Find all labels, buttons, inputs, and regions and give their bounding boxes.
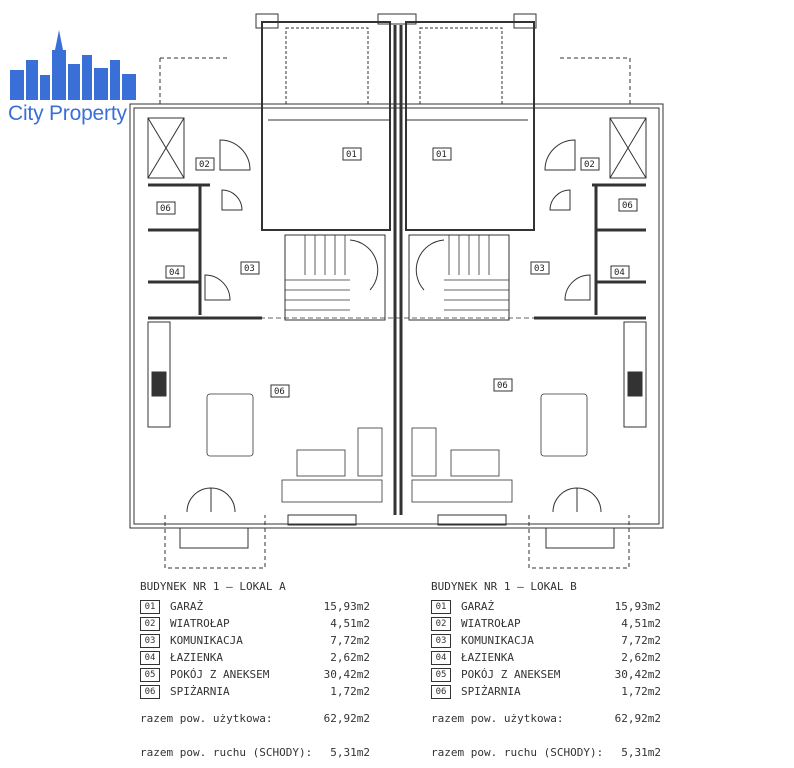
room-tag: 01 bbox=[346, 150, 357, 160]
legend-row: 03 KOMUNIKACJA 7,72m2 bbox=[140, 634, 370, 651]
legend-row: 01 GARAŻ 15,93m2 bbox=[140, 600, 370, 617]
room-tag: 04 bbox=[614, 268, 625, 278]
legend-row: 02 WIATROŁAP 4,51m2 bbox=[140, 617, 370, 634]
legend-row: 02 WIATROŁAP 4,51m2 bbox=[431, 617, 661, 634]
legend-row: 03 KOMUNIKACJA 7,72m2 bbox=[431, 634, 661, 651]
room-tag: 02 bbox=[199, 160, 210, 170]
legend-row: 06 SPIŻARNIA 1,72m2 bbox=[140, 685, 370, 702]
room-tag: 03 bbox=[244, 264, 255, 274]
room-tag: 06 bbox=[274, 387, 285, 397]
legend-row: 04 ŁAZIENKA 2,62m2 bbox=[431, 651, 661, 668]
room-tag: 06 bbox=[497, 381, 508, 391]
legend-row: 04 ŁAZIENKA 2,62m2 bbox=[140, 651, 370, 668]
legend-row: 01 GARAŻ 15,93m2 bbox=[431, 600, 661, 617]
room-tag: 04 bbox=[169, 268, 180, 278]
legend-title: BUDYNEK NR 1 – LOKAL A bbox=[140, 580, 286, 593]
room-tag: 03 bbox=[534, 264, 545, 274]
room-tag: 01 bbox=[436, 150, 447, 160]
brand-name: City Property bbox=[8, 102, 127, 125]
legend-row: 06 SPIŻARNIA 1,72m2 bbox=[431, 685, 661, 702]
legend-row: 05 POKÓJ Z ANEKSEM 30,42m2 bbox=[431, 668, 661, 685]
legend-row: 05 POKÓJ Z ANEKSEM 30,42m2 bbox=[140, 668, 370, 685]
room-tag: 06 bbox=[622, 201, 633, 211]
legend-title: BUDYNEK NR 1 – LOKAL B bbox=[431, 580, 577, 593]
room-tag: 02 bbox=[584, 160, 595, 170]
room-tag: 06 bbox=[160, 204, 171, 214]
